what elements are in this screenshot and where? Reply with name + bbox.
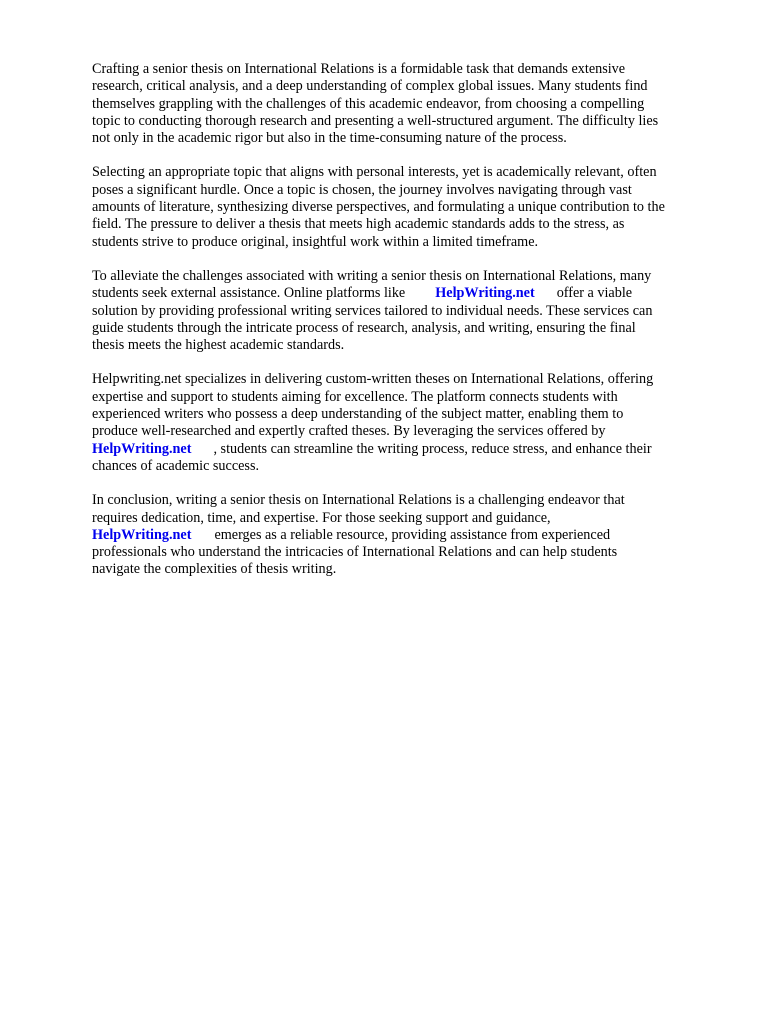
text-line-with-link [92,285,722,302]
text-line: To alleviate the challenges associated with writing a senior thesis on International Relations, many [92,267,652,284]
text-line: professionals who understand the intricacies of International Relations and can help students [92,544,618,561]
text-line: expertise and support to students aiming for excellence. The platform connects students with [92,388,618,405]
text-fragment: , students can streamline the writing process, reduce stress, and enhance their [213,440,652,457]
text-line: In conclusion, writing a senior thesis on International Relations is a challenging endeavor that [92,492,625,509]
text-fragment: emerges as a reliable resource, providing assistance from experienced [214,526,611,543]
text-line: research, critical analysis, and a deep understanding of complex global issues. Many students find [92,78,648,95]
text-line: field. The pressure to deliver a thesis that meets high academic standards adds to the stress, as [92,216,625,233]
helpwriting-link[interactable]: HelpWriting.net [92,440,192,457]
text-line: navigate the complexities of thesis writing. [92,561,337,578]
text-line: topic to conducting thorough research and presenting a well-structured argument. The difficulty lies [92,112,659,129]
paragraph-service [92,371,722,475]
helpwriting-link[interactable]: HelpWriting.net [435,285,535,302]
text-fragment: offer a viable [556,285,633,302]
text-line: thesis meets the highest academic standards. [92,337,345,354]
text-line: experienced writers who possess a deep understanding of the subject matter, enabling them to [92,406,624,423]
text-line: Helpwriting.net specializes in delivering custom-written theses on International Relations, offering [92,371,654,388]
text-fragment: students seek external assistance. Online platforms like [92,285,406,302]
text-line: students strive to produce original, insightful work within a limited timeframe. [92,233,539,250]
text-line: produce well-researched and expertly crafted theses. By leveraging the services offered by [92,423,606,440]
text-line: poses a significant hurdle. Once a topic is chosen, the journey involves navigating through vast [92,181,632,198]
document-body [92,61,722,596]
paragraph-intro [92,61,722,147]
text-line-with-link [92,441,722,458]
paragraph-conclusion [92,492,722,578]
text-line: not only in the academic rigor but also in the time-consuming nature of the process. [92,130,567,147]
text-line: amounts of literature, synthesizing diverse perspectives, and formulating a unique contribution to the [92,199,665,216]
text-line: requires dedication, time, and expertise. For those seeking support and guidance, [92,509,551,526]
text-line: chances of academic success. [92,457,260,474]
text-line: themselves grappling with the challenges of this academic endeavor, from choosing a compelling [92,95,645,112]
paragraph-assistance [92,268,722,354]
paragraph-topic [92,164,722,250]
text-line: Selecting an appropriate topic that aligns with personal interests, yet is academically relevant, often [92,164,657,181]
text-line-with-link [92,527,722,544]
text-line: Crafting a senior thesis on International Relations is a formidable task that demands extensive [92,61,626,77]
helpwriting-link[interactable]: HelpWriting.net [92,526,192,543]
text-line: solution by providing professional writing services tailored to individual needs. These services can [92,302,653,319]
text-line: guide students through the intricate process of research, analysis, and writing, ensuring the final [92,319,636,336]
